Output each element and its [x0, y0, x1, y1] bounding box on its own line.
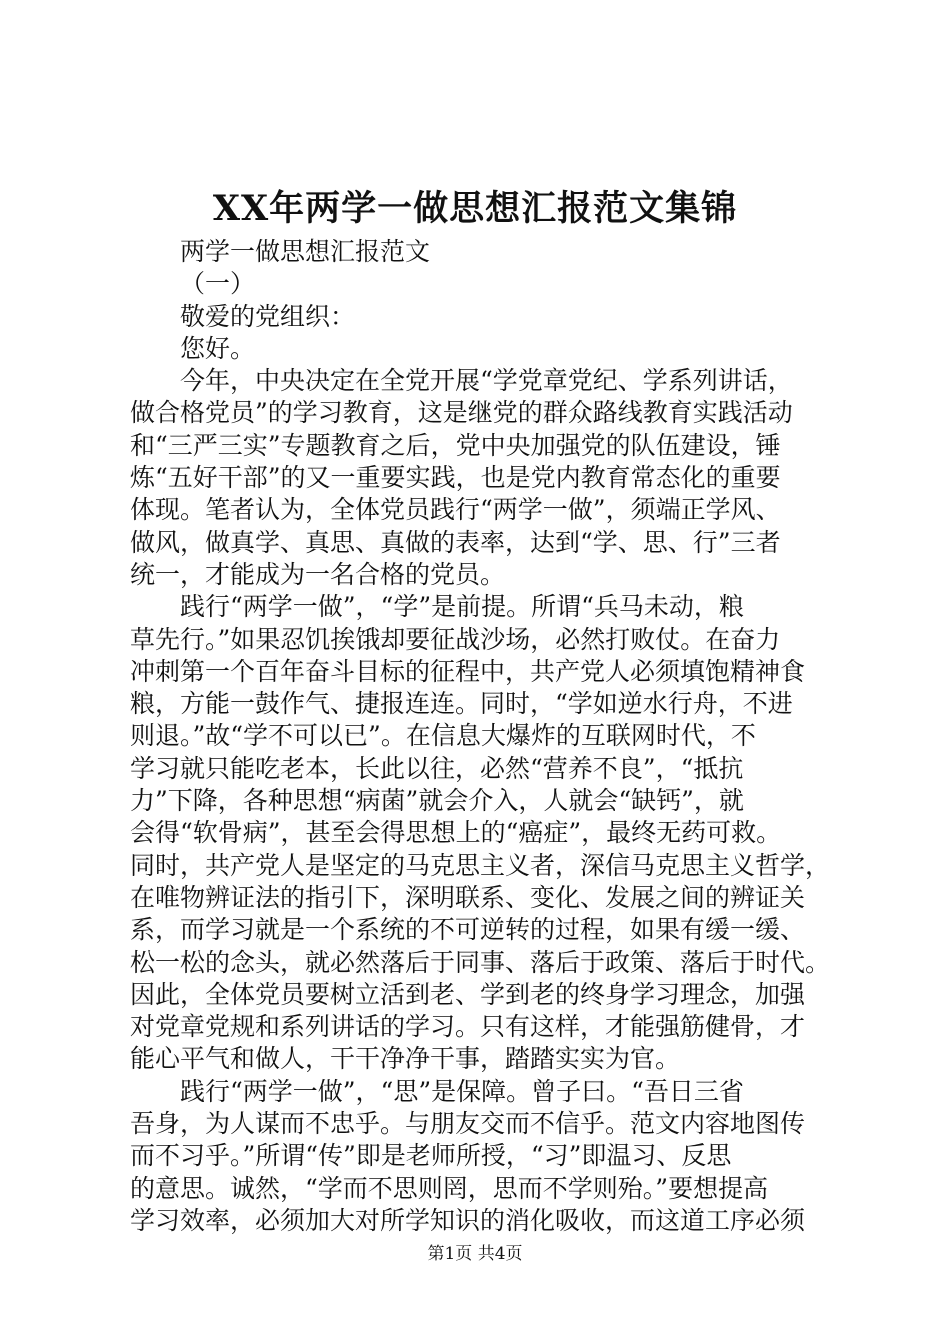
paragraph-line: 做风，做真学、真思、真做的表率，达到“学、思、行”三者: [130, 527, 781, 557]
paragraph-line: 系，而学习就是一个系统的不可逆转的过程，如果有缓一缓、: [130, 915, 806, 945]
document-subtitle: 两学一做思想汇报范文: [180, 237, 431, 266]
paragraph-line: 粮，方能一鼓作气、捷报连连。同时，“学如逆水行舟，不进: [130, 689, 793, 719]
paragraph-line: 同时，共产党人是坚定的马克思主义者，深信马克思主义哲学，: [130, 850, 831, 880]
paragraph-line: 做合格党员”的学习教育，这是继党的群众路线教育实践活动: [130, 398, 793, 428]
paragraph-line: 因此，全体党员要树立活到老、学到老的终身学习理念，加强: [130, 979, 806, 1009]
document-body: [130, 236, 830, 1237]
paragraph-line: 今年，中央决定在全党开展“学党章党纪、学系列讲话，: [180, 366, 793, 396]
document-title: XX年两学一做思想汇报范文集锦: [212, 188, 738, 229]
paragraph-line: 践行“两学一做”，“思”是保障。曾子曰。“吾日三省: [180, 1076, 744, 1106]
paragraph-line: 学习效率，必须加大对所学知识的消化吸收，而这道工序必须: [130, 1205, 806, 1235]
paragraph-line: 学习就只能吃老本，长此以往，必然“营养不良”，“抵抗: [130, 753, 744, 783]
paragraph-2: [130, 591, 830, 1075]
paragraph-line: 松一松的念头，就必然落后于同事、落后于政策、落后于时代。: [130, 947, 831, 977]
paragraph-line: 力”下降，各种思想“病菌”就会介入，人就会“缺钙”，就: [130, 786, 744, 816]
paragraph-line: 炼“五好干部”的又一重要实践，也是党内教育常态化的重要: [130, 463, 781, 493]
salutation: 敬爱的党组织：: [180, 301, 356, 331]
paragraph-line: 践行“两学一做”，“学”是前提。所谓“兵马未动，粮: [180, 592, 744, 622]
paragraph-line: 则退。”故“学不可以已”。在信息大爆炸的互联网时代，不: [130, 721, 756, 751]
paragraph-line: 在唯物辨证法的指引下，深明联系、变化、发展之间的辨证关: [130, 882, 806, 912]
paragraph-3: [130, 1076, 830, 1237]
paragraph-1: [130, 365, 830, 591]
paragraph-line: 和“三严三实”专题教育之后，党中央加强党的队伍建设，锤: [130, 430, 781, 460]
paragraph-line: 的意思。诚然，“学而不思则罔，思而不学则殆。”要想提高: [130, 1173, 769, 1203]
paragraph-line: 能心平气和做人，干干净净干事，踏踏实实为官。: [130, 1044, 681, 1074]
paragraph-line: 统一，才能成为一名合格的党员。: [130, 559, 506, 589]
paragraph-line: 冲刺第一个百年奋斗目标的征程中，共产党人必须填饱精神食: [130, 656, 806, 686]
paragraph-line: 草先行。”如果忍饥挨饿却要征战沙场，必然打败仗。在奋力: [130, 624, 781, 654]
page-footer: 第1页 共4页: [427, 1244, 523, 1264]
paragraph-line: 吾身，为人谋而不忠乎。与朋友交而不信乎。范文内容地图传: [130, 1109, 806, 1139]
paragraph-line: 体现。笔者认为，全体党员践行“两学一做”，须端正学风、: [130, 495, 781, 525]
paragraph-line: 对党章党规和系列讲话的学习。只有这样，才能强筋健骨，才: [130, 1012, 806, 1042]
section-number: （一）: [180, 269, 256, 299]
greeting: 您好。: [180, 333, 256, 363]
paragraph-line: 而不习乎。”所谓“传”即是老师所授，“习”即温习、反思: [130, 1141, 732, 1171]
paragraph-line: 会得“软骨病”，甚至会得思想上的“癌症”，最终无药可救。: [130, 818, 782, 848]
